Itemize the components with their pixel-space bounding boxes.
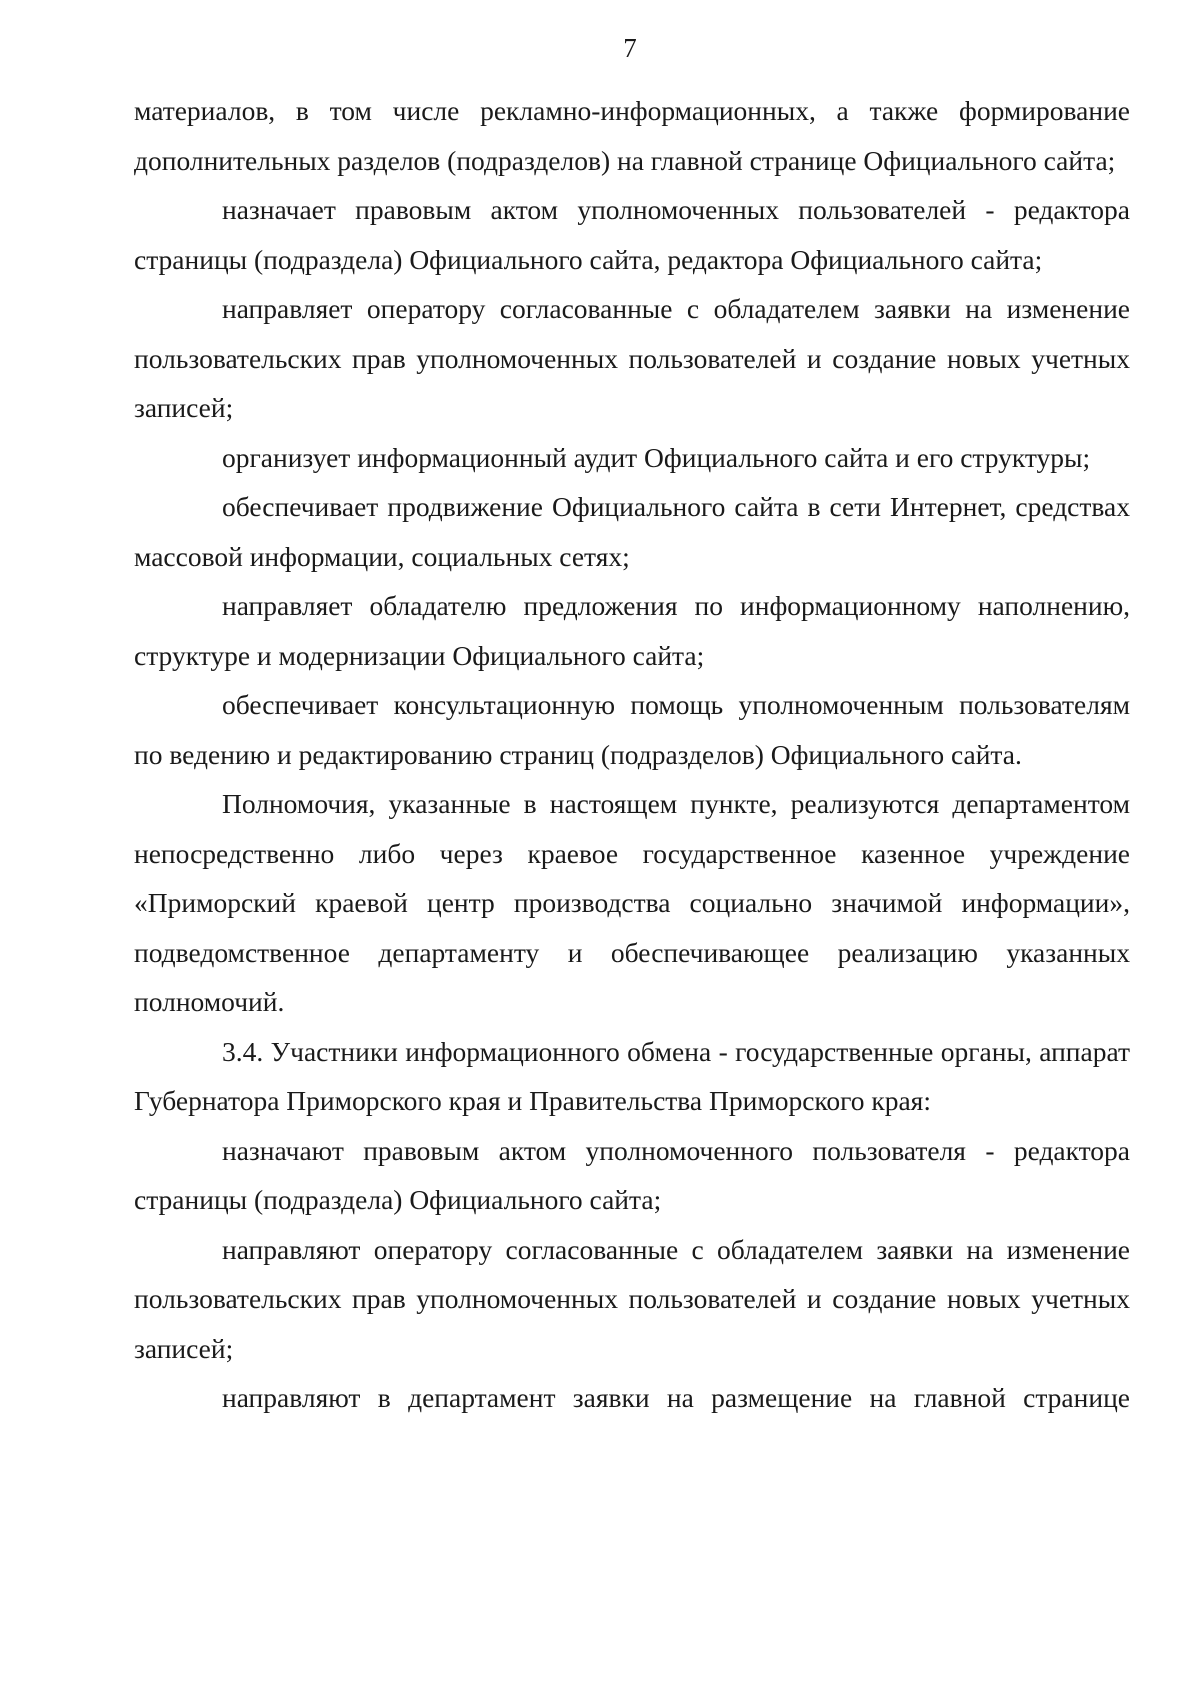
document-body: [134, 86, 1130, 1423]
paragraph: назначает правовым актом уполномоченных пользователей - редактора страницы (подраздела) Официального сайта, редактора Официального сайта;: [134, 194, 1130, 275]
paragraph: направляют оператору согласованные с обладателем заявки на изменение пользовательских прав уполномоченных пользователей и создание новых учетных записей;: [134, 1233, 1130, 1364]
paragraph: материалов, в том числе рекламно-информационных, а также формирование дополнительных разделов (подразделов) на главной странице Официального сайта;: [134, 95, 1130, 176]
paragraph: обеспечивает консультационную помощь уполномоченным пользователям по ведению и редактированию страниц (подразделов) Официального сайта.: [134, 689, 1130, 770]
paragraph: назначают правовым актом уполномоченного пользователя - редактора страницы (подраздела) Официального сайта;: [134, 1134, 1130, 1215]
paragraph: направляет оператору согласованные с обладателем заявки на изменение пользовательских прав уполномоченных пользователей и создание новых учетных записей;: [134, 293, 1130, 423]
paragraph-continued: направляют в департамент заявки на размещение на главной странице: [222, 1382, 1130, 1413]
paragraph: направляет обладателю предложения по информационному наполнению, структуре и модернизации Официального сайта;: [134, 590, 1130, 671]
paragraph: 3.4. Участники информационного обмена - государственные органы, аппарат Губернатора Приморского края и Правительства Приморского края:: [134, 1035, 1130, 1116]
page-number: 7: [623, 33, 637, 63]
paragraph: обеспечивает продвижение Официального сайта в сети Интернет, средствах массовой информации, социальных сетях;: [134, 491, 1130, 572]
paragraph: организует информационный аудит Официального сайта и его структуры;: [222, 441, 1091, 473]
paragraph: Полномочия, указанные в настоящем пункте, реализуются департаментом непосредственно либо через краевое государственное казенное учреждение «Приморский краевой центр производства социально значимой информации», подведомственное департаменту и обеспечивающее реализацию указанных полномочий.: [134, 788, 1130, 1017]
